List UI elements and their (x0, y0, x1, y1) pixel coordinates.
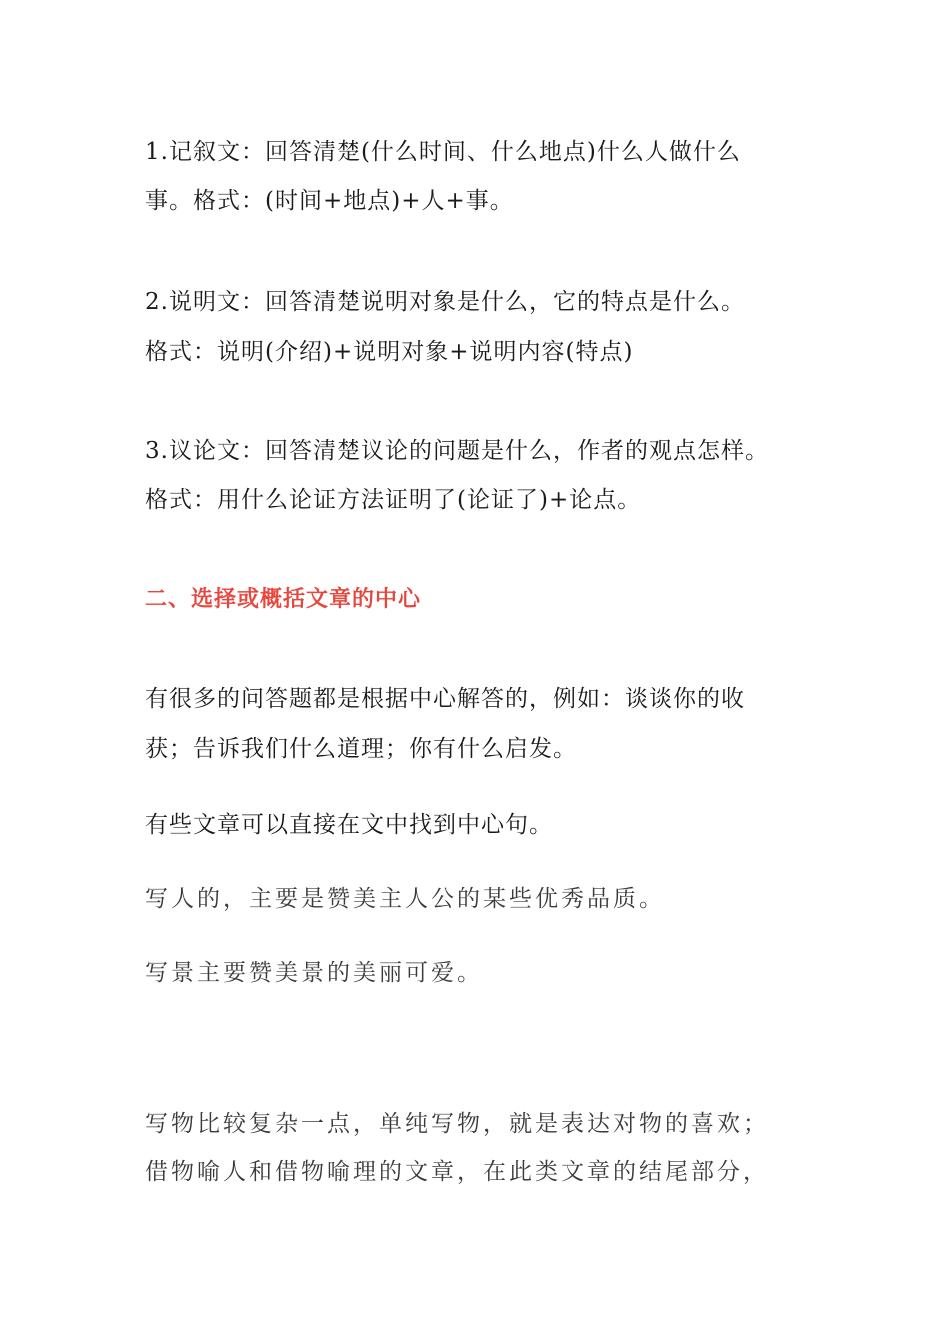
paragraph-expository-line-2: 格式：说明(介绍)+说明对象+说明内容(特点) (145, 339, 634, 365)
body-line-1: 有很多的问答题都是根据中心解答的，例如：谈谈你的收 (145, 686, 745, 712)
paragraph-narrative-line-1: 1.记叙文：回答清楚(什么时间、什么地点)什么人做什么 (145, 139, 741, 165)
paragraph-narrative-line-2: 事。格式：(时间+地点)+人+事。 (145, 188, 514, 214)
body-line-5: 写景主要赞美景的美丽可爱。 (145, 960, 483, 986)
paragraph-argumentative-line-1: 3.议论文：回答清楚议论的问题是什么，作者的观点怎样。 (145, 438, 769, 464)
paragraph-expository-line-1: 2.说明文：回答清楚说明对象是什么，它的特点是什么。 (145, 289, 745, 315)
paragraph-argumentative-line-2: 格式：用什么论证方法证明了(论证了)+论点。 (145, 487, 642, 513)
body-line-6: 写物比较复杂一点，单纯写物，就是表达对物的喜欢； (145, 1111, 769, 1137)
body-line-3: 有些文章可以直接在文中找到中心句。 (145, 812, 553, 838)
section-heading: 二、选择或概括文章的中心 (145, 587, 422, 612)
body-line-4: 写人的，主要是赞美主人公的某些优秀品质。 (145, 886, 665, 912)
body-line-7: 借物喻人和借物喻理的文章，在此类文章的结尾部分， (145, 1159, 769, 1185)
body-line-2: 获；告诉我们什么道理；你有什么启发。 (145, 736, 577, 762)
